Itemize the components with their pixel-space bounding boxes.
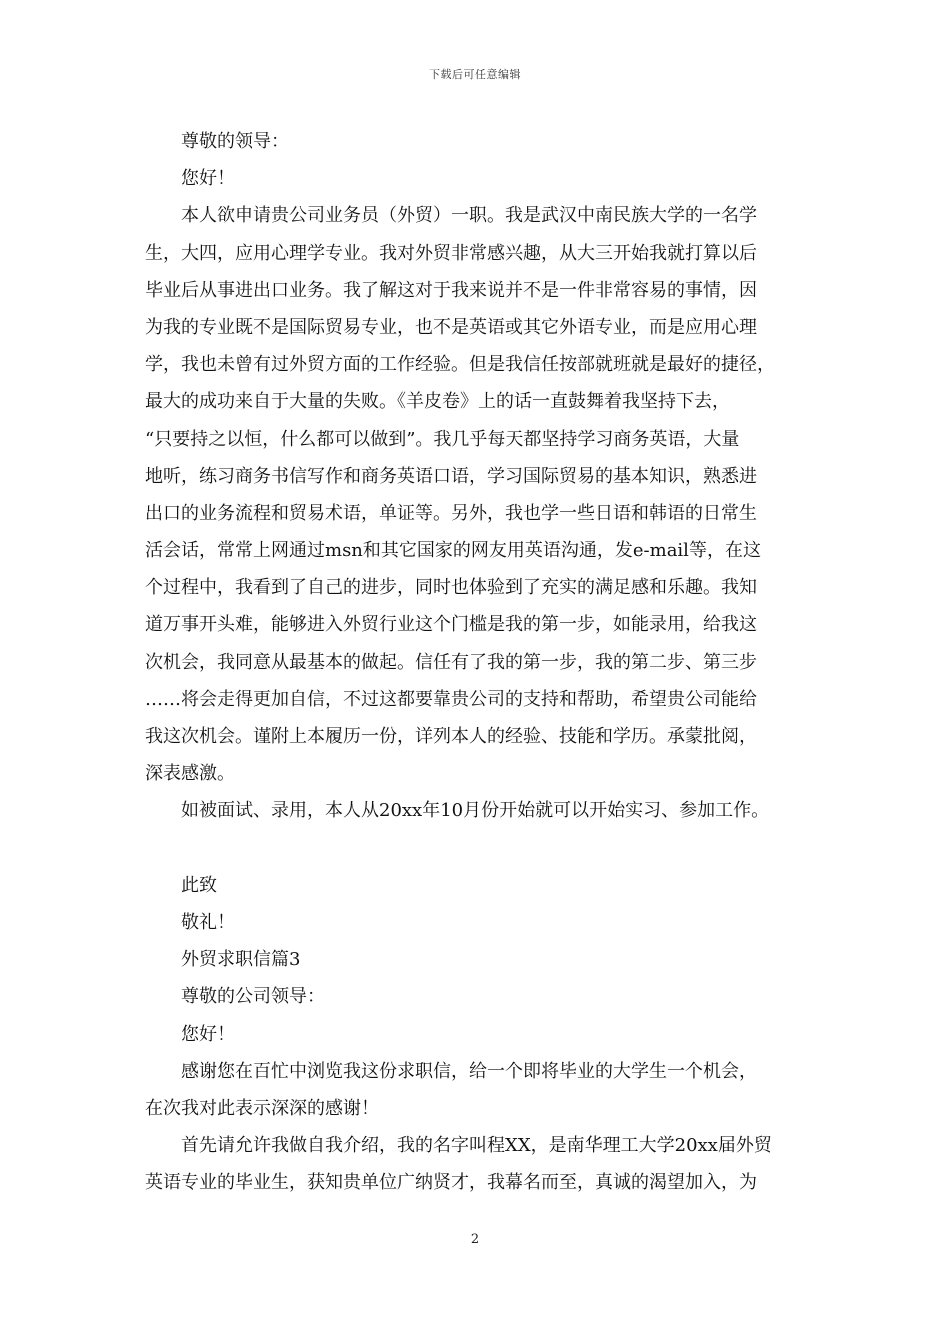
closing-line: 敬礼！ xyxy=(181,911,235,933)
body-line: 英语专业的毕业生，获知贵单位广纳贤才，我幕名而至，真诚的渴望加入，为 xyxy=(145,1172,757,1194)
page-number: 2 xyxy=(470,1232,480,1247)
body-line: 出口的业务流程和贸易术语，单证等。另外，我也学一些日语和韩语的日常生 xyxy=(145,502,757,524)
greeting: 您好！ xyxy=(181,168,235,190)
body-line: 活会话，常常上网通过msn和其它国家的网友用英语沟通，发e-mail等，在这 xyxy=(145,540,761,562)
blank-line xyxy=(145,834,813,864)
body-line: 在次我对此表示深深的感谢！ xyxy=(145,1097,379,1119)
section-title: 外贸求职信篇3 xyxy=(181,949,301,971)
closing-line: 此致 xyxy=(181,874,217,896)
greeting: 您好！ xyxy=(181,1023,235,1045)
salutation: 尊敬的领导： xyxy=(181,131,289,152)
body-line: 学，我也未曾有过外贸方面的工作经验。但是我信任按部就班就是最好的捷径， xyxy=(145,354,775,376)
body-line: 地听，练习商务书信写作和商务英语口语，学习国际贸易的基本知识，熟悉进 xyxy=(145,465,757,487)
body-line: 生，大四，应用心理学专业。我对外贸非常感兴趣，从大三开始我就打算以后 xyxy=(145,242,757,264)
body-line: 感谢您在百忙中浏览我这份求职信，给一个即将毕业的大学生一个机会， xyxy=(181,1060,757,1082)
body-line: 道万事开头难，能够进入外贸行业这个门槛是我的第一步，如能录用，给我这 xyxy=(145,614,757,636)
body-line: 本人欲申请贵公司业务员（外贸）一职。我是武汉中南民族大学的一名学 xyxy=(181,205,757,227)
body-line: 为我的专业既不是国际贸易专业，也不是英语或其它外语专业，而是应用心理 xyxy=(145,316,757,338)
body-line: 首先请允许我做自我介绍，我的名字叫程XX，是南华理工大学20xx届外贸 xyxy=(181,1135,772,1157)
body-line: 最大的成功来自于大量的失败。《羊皮卷》上的话一直鼓舞着我坚持下去， xyxy=(145,391,730,413)
document-body xyxy=(145,127,813,1205)
body-line: 毕业后从事进出口业务。我了解这对于我来说并不是一件非常容易的事情，因 xyxy=(145,279,757,301)
body-line: “只要持之以恒，什么都可以做到”。我几乎每天都坚持学习商务英语，大量 xyxy=(145,428,740,450)
body-line: 我这次机会。谨附上本履历一份，详列本人的经验、技能和学历。承蒙批阅， xyxy=(145,726,757,747)
salutation: 尊敬的公司领导： xyxy=(181,986,325,1008)
body-line: ……将会走得更加自信，不过这都要靠贵公司的支持和帮助，希望贵公司能给 xyxy=(145,688,757,710)
body-line: 次机会，我同意从最基本的做起。信任有了我的第一步，我的第二步、第三步 xyxy=(145,651,757,673)
page-header: 下载后可任意编辑 xyxy=(429,68,521,81)
availability-line: 如被面试、录用，本人从20xx年10月份开始就可以开始实习、参加工作。 xyxy=(181,800,770,822)
body-line: 个过程中，我看到了自己的进步，同时也体验到了充实的满足感和乐趣。我知 xyxy=(145,577,757,599)
body-line: 深表感激。 xyxy=(145,763,235,785)
